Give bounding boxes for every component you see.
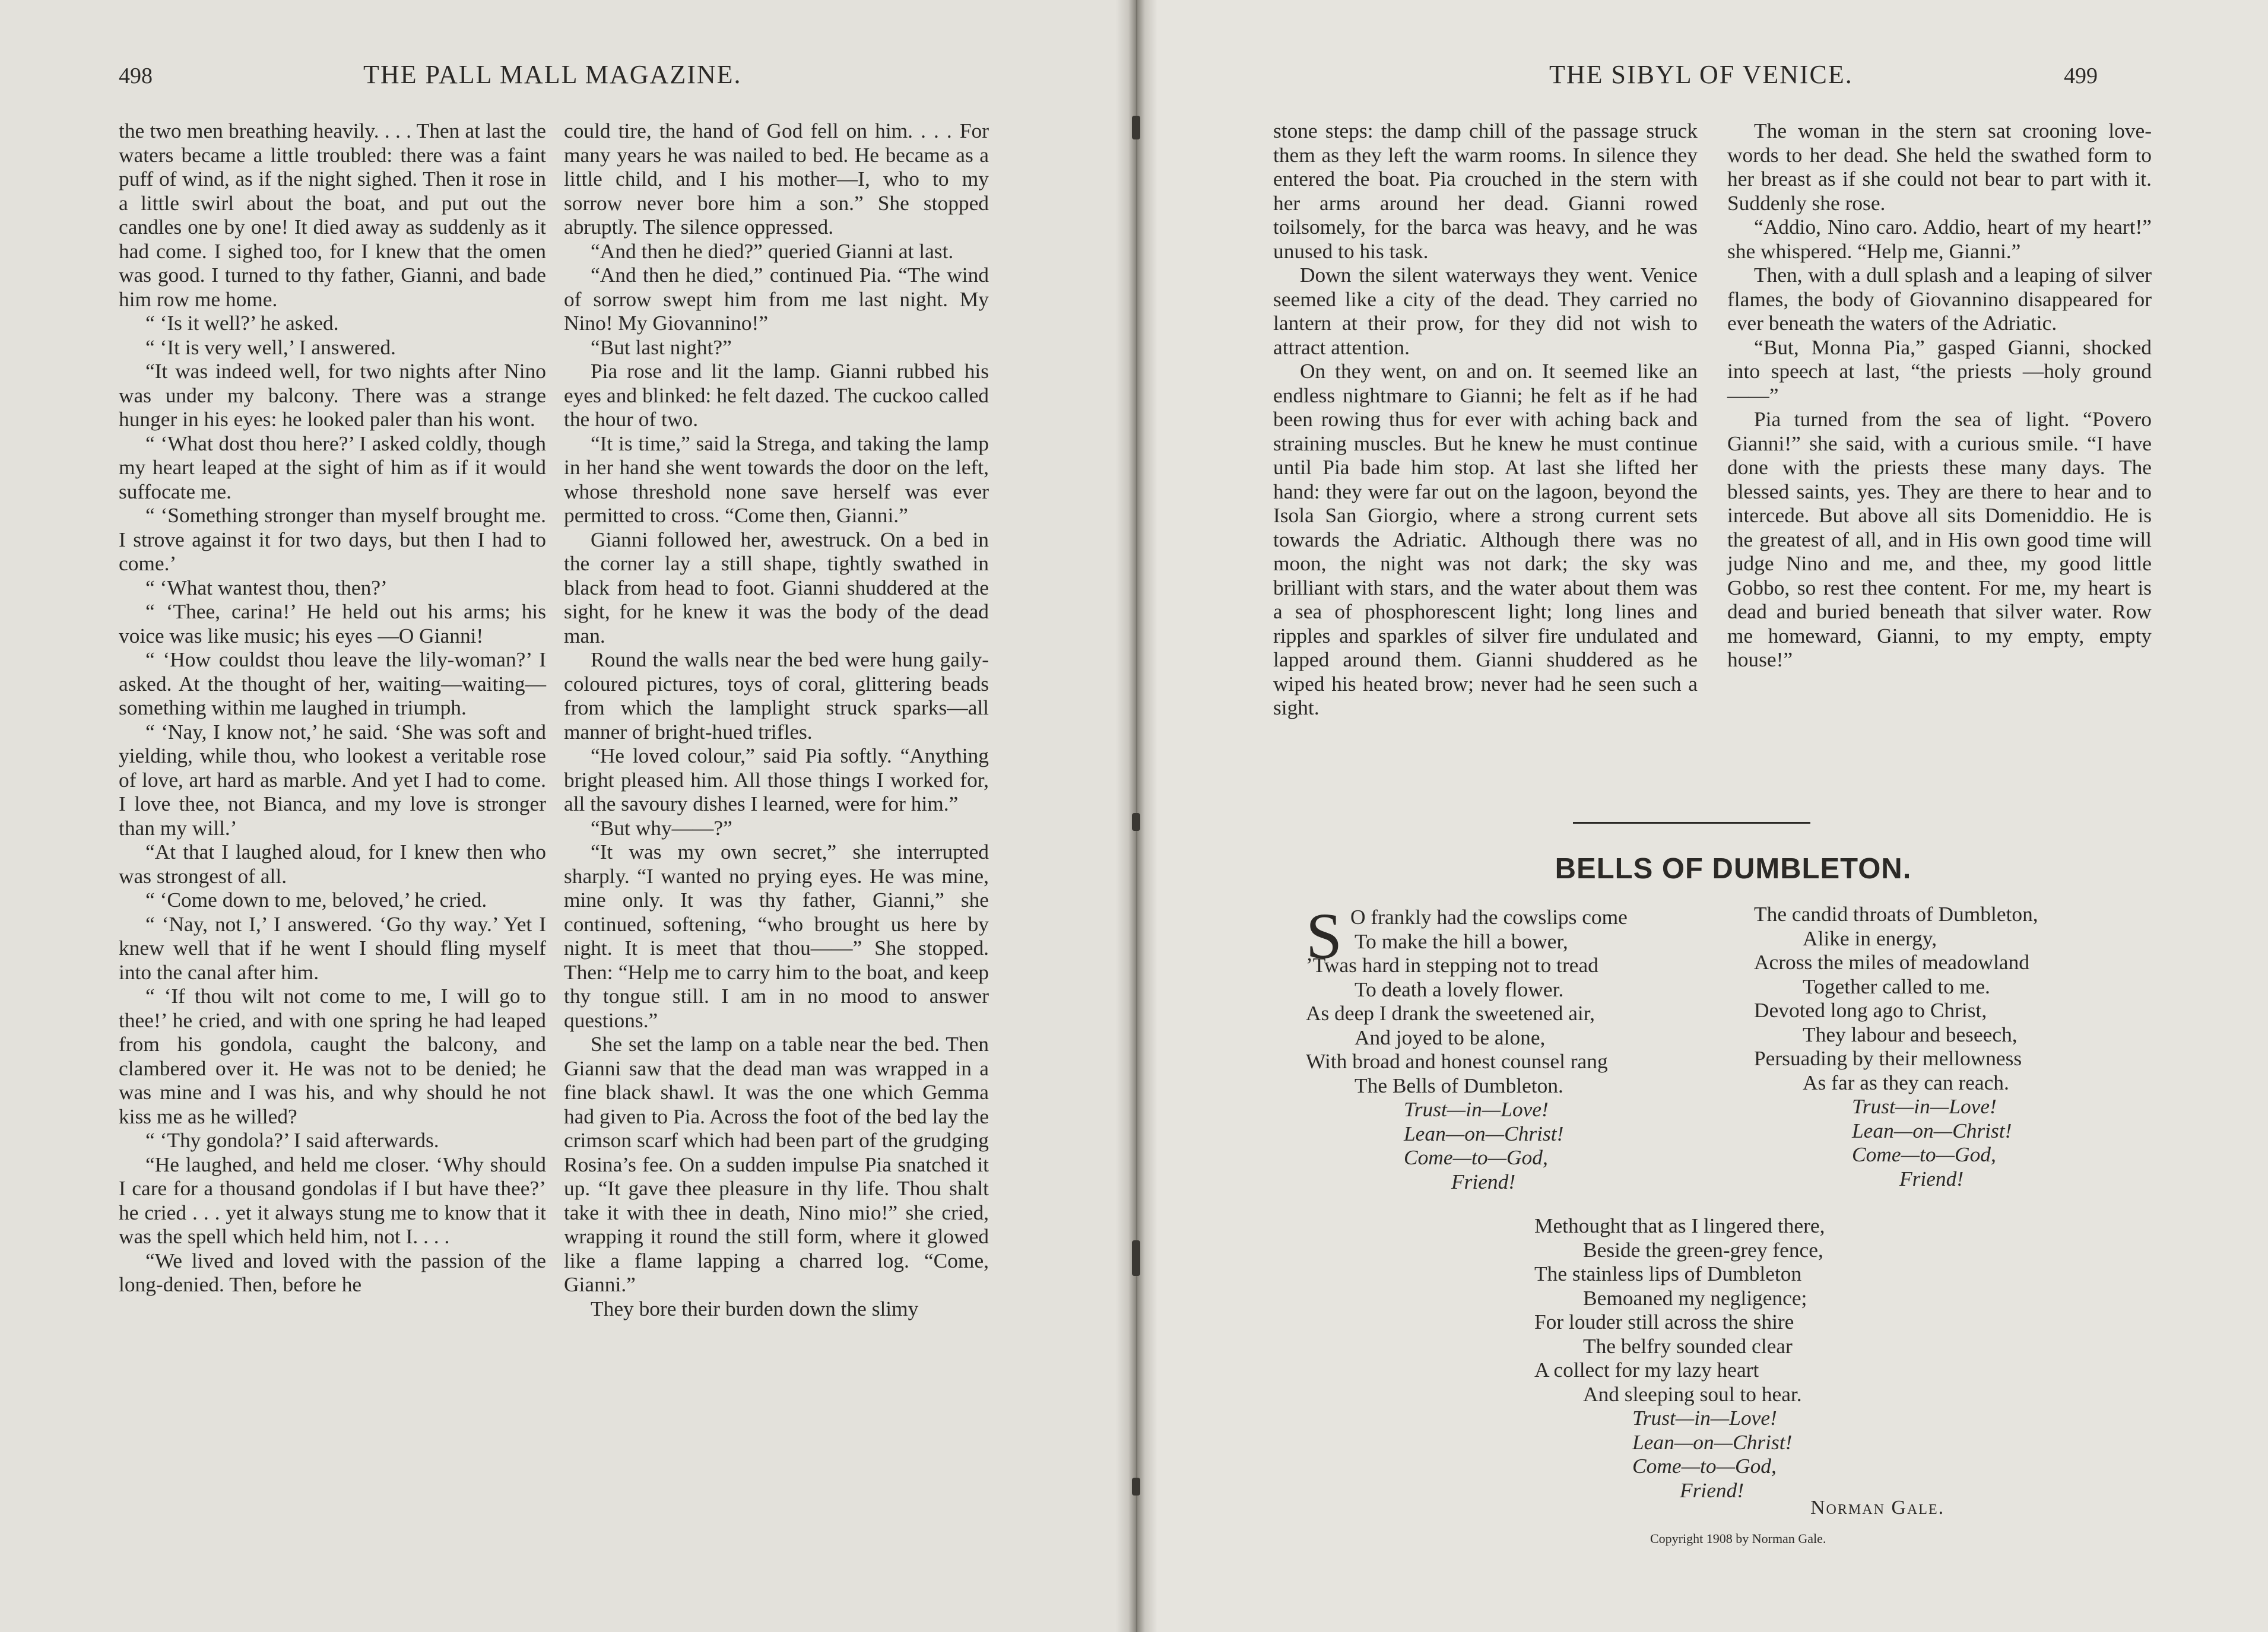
- poem-stanza-1: [1306, 900, 1628, 1193]
- page-number-left: 498: [119, 63, 153, 88]
- text-column-left-2: [564, 119, 989, 1320]
- poem-line: As deep I drank the sweetened air,: [1306, 1001, 1595, 1025]
- poem-stanza-2: [1754, 902, 2038, 1190]
- paragraph: stone steps: the damp chill of the passage struck them as they left the warm rooms. In silence they entered the boat. Pia crouched in the stern with her arms around her dead. Gianni rowed toilsomely, for the barca was heavy, and he was unused to his task.: [1273, 119, 1698, 263]
- poem-author: Norman Gale.: [1810, 1497, 1945, 1519]
- text-column-left-1: [119, 119, 546, 1297]
- poem-line: Across the miles of meadowland: [1754, 950, 2029, 974]
- paragraph: “ ‘What wantest thou, then?’: [145, 575, 388, 599]
- poem-line: Alike in energy,: [1803, 926, 1937, 950]
- paragraph: “ ‘How couldst thou leave the lily-woman?’ I asked. At the thought of her, waiting—waiting—something within me laughed in triumph.: [119, 647, 546, 719]
- poem-line: The stainless lips of Dumbleton: [1534, 1262, 1802, 1285]
- paragraph: “But why——?”: [591, 815, 732, 840]
- poem-line: Friend!: [1680, 1478, 1744, 1502]
- poem-line: Come—to—God,: [1852, 1142, 1996, 1166]
- poem-line: The belfry sounded clear: [1583, 1333, 1793, 1358]
- paragraph: “ ‘Nay, I know not,’ he said. ‘She was soft and yielding, while thou, who lookest a veritable rose of love, art hard as marble. And yet I had to come. I love thee, not Bianca, and my love is stronger than my will.’: [119, 719, 546, 840]
- text-column-right-2: [1727, 119, 2152, 672]
- poem-line: ’Twas hard in stepping not to tread: [1306, 953, 1598, 977]
- running-head-left: THE PALL MALL MAGAZINE.: [363, 60, 742, 89]
- paragraph: “ ‘What dost thou here?’ I asked coldly, though my heart leaped at the sight of him as if it would suffocate me.: [119, 431, 546, 503]
- paragraph: “At that I laughed aloud, for I knew then who was strongest of all.: [119, 840, 546, 888]
- poem-line: O frankly had the cowslips come: [1350, 905, 1628, 929]
- paragraph: Gianni followed her, awestruck. On a bed in the corner lay a still shape, tightly swathed in black from head to foot. Gianni shuddered at the sight, for he knew it was the body of the dead man.: [564, 527, 989, 647]
- poem-title: BELLS OF DUMBLETON.: [1555, 853, 1912, 885]
- paragraph: Down the silent waterways they went. Venice seemed like a city of the dead. They carried no lantern at their prow, for they did not wish to attract attention.: [1273, 263, 1698, 359]
- paragraph: She set the lamp on a table near the bed. Then Gianni saw that the dead man was wrapped in a fine black shawl. It was the one which Gemma had given to Pia. Across the foot of the bed lay the crimson scarf which had been part of the grudging Rosina’s fee. On a sudden impulse Pia snatched it up. “It gave thee pleasure in thy life. Thou shalt take it with thee in death, Nino mio!” she cried, wrapping it round the still form, where it glowed like a flame lapping a charred log. “Come, Gianni.”: [564, 1032, 989, 1296]
- poem-line: Lean—on—Christ!: [1632, 1430, 1793, 1454]
- poem-line: Devoted long ago to Christ,: [1754, 998, 1987, 1022]
- poem-line: Come—to—God,: [1632, 1454, 1777, 1478]
- poem-line: To make the hill a bower,: [1355, 929, 1568, 953]
- paragraph: “ ‘Something stronger than myself brought me. I strove against it for two days, but then I had to come.’: [119, 503, 546, 575]
- paragraph: “We lived and loved with the passion of the long-denied. Then, before he: [119, 1248, 546, 1296]
- paragraph: “ ‘Nay, not I,’ I answered. ‘Go thy way.’ Yet I knew well that if he went I should fling myself into the canal after him.: [119, 912, 546, 984]
- poem-line: Trust—in—Love!: [1852, 1094, 1997, 1118]
- poem-line: And sleeping soul to hear.: [1583, 1382, 1802, 1406]
- paragraph: “But, Monna Pia,” gasped Gianni, shocked into speech at last, “the priests —holy ground——”: [1727, 335, 2152, 407]
- paragraph: Round the walls near the bed were hung gaily-coloured pictures, toys of coral, glittering beads from which the lamplight struck sparks—all manner of bright-hued trifles.: [564, 647, 989, 744]
- binding-stitch: [1132, 1240, 1140, 1276]
- poem-line: Lean—on—Christ!: [1404, 1121, 1564, 1145]
- paragraph: “Addio, Nino caro. Addio, heart of my heart!” she whispered. “Help me, Gianni.”: [1727, 215, 2152, 263]
- paragraph: “And then he died?” queried Gianni at last.: [591, 239, 954, 263]
- paragraph: “ ‘Come down to me, beloved,’ he cried.: [145, 888, 487, 912]
- paragraph: “And then he died,” continued Pia. “The wind of sorrow swept him from me last night. My Nino! My Giovannino!”: [564, 263, 989, 335]
- poem-line: The candid throats of Dumbleton,: [1754, 902, 2038, 926]
- poem-line: Trust—in—Love!: [1404, 1097, 1549, 1121]
- paragraph: could tire, the hand of God fell on him. . . . For many years he was nailed to bed. He became as a little child, and I his mother—I, who to my sorrow never bore him a son.” She stopped abruptly. The silence oppressed.: [564, 119, 989, 239]
- page-number-right: 499: [2064, 63, 2098, 88]
- poem-line: Bemoaned my negligence;: [1583, 1285, 1807, 1310]
- poem-line: As far as they can reach.: [1803, 1070, 2009, 1094]
- poem-stanza-3: [1534, 1214, 1825, 1502]
- paragraph: “But last night?”: [591, 335, 732, 359]
- poem-line: To death a lovely flower.: [1355, 977, 1564, 1001]
- text-column-right-1: [1273, 119, 1698, 720]
- running-head-right: THE SIBYL OF VENICE.: [1549, 60, 1853, 89]
- poem-line: Friend!: [1899, 1166, 1964, 1190]
- paragraph: “ ‘Thee, carina!’ He held out his arms; his voice was like music; his eyes —O Gianni!: [119, 599, 546, 647]
- poem-line: With broad and honest counsel rang: [1306, 1049, 1608, 1073]
- paragraph: “He laughed, and held me closer. ‘Why should I care for a thousand gondolas if I but have thee?’ he cried . . . yet it always stung me to know that it was the spell which held him, not I. . . .: [119, 1152, 546, 1248]
- poem-line: A collect for my lazy heart: [1534, 1358, 1759, 1382]
- paragraph: “ ‘Is it well?’ he asked.: [145, 311, 339, 335]
- paragraph: Pia rose and lit the lamp. Gianni rubbed his eyes and blinked: he felt dazed. The cuckoo called the hour of two.: [564, 359, 989, 431]
- paragraph: Pia turned from the sea of light. “Povero Gianni!” she said, with a curious smile. “I have done with the priests these many days. The blessed saints, yes. They are there to hear and to intercede. But above all sits Domeniddio. He is the greatest of all, and in His own good time will judge Nino and me, and thee, my good little Gobbo, so rest thee content. For me, my heart is dead and buried beneath that silver water. Row me homeward, Gianni, to my empty, empty house!”: [1727, 407, 2152, 671]
- poem-line: Together called to me.: [1803, 974, 1990, 998]
- paragraph: “It was my own secret,” she interrupted sharply. “I wanted no prying eyes. He was mine, mine only. It was thy father, Gianni,” she continued, softening, “who brought us here by night. It is meet that thou——” She stopped. Then: “Help me to carry him to the boat, and keep thy tongue still. I am in no mood to answer questions.”: [564, 840, 989, 1032]
- paragraph: On they went, on and on. It seemed like an endless nightmare to Gianni; he felt as if he had been rowing thus for ever with aching back and straining muscles. But he knew he must continue until Pia bade him stop. At last she lifted her hand: they were far out on the lagoon, beyond the Isola San Giorgio, where a strong current sets towards the Adriatic. Although there was no moon, the night was not dark; the sky was brilliant with stars, and the water about them was a sea of phosphorescent light; long lines and ripples and sparkles of silver fire undulated and lapped around them. Gianni shuddered as he wiped his heated brow; never had he seen such a sight.: [1273, 359, 1698, 719]
- poem-line: Persuading by their mellowness: [1754, 1046, 2022, 1070]
- poem-line: Come—to—God,: [1404, 1145, 1548, 1169]
- poem-line: The Bells of Dumbleton.: [1355, 1073, 1563, 1097]
- binding-stitch: [1132, 813, 1140, 831]
- section-divider: [1573, 822, 1810, 824]
- paragraph: “It was indeed well, for two nights after Nino was under my balcony. There was a strange hunger in his eyes: he looked paler than his wont.: [119, 359, 546, 431]
- poem-line: Lean—on—Christ!: [1852, 1118, 2012, 1142]
- paragraph: the two men breathing heavily. . . . Then at last the waters became a little troubled: there was a faint puff of wind, as if the night sighed. Then it rose in a little swirl about the boat, and put out the candles one by one! It died away as suddenly as it had come. I sighed too, for I knew that the omen was good. I turned to thy father, Gianni, and bade him row me home.: [119, 119, 546, 311]
- paragraph: “He loved colour,” said Pia softly. “Anything bright pleased him. All those things I worked for, all the savoury dishes I learned, were for him.”: [564, 744, 989, 815]
- paragraph: The woman in the stern sat crooning love-words to her dead. She held the swathed form to her breast as if she could not bear to part with it. Suddenly she rose.: [1727, 119, 2152, 215]
- paragraph: “ ‘If thou wilt not come to me, I will go to thee!’ he cried, and with one spring he had leaped from his gondola, caught the balcony, and clambered over it. He was not to be denied; he was mine and I was his, and why should he not kiss me as he willed?: [119, 984, 546, 1128]
- poem-line: For louder still across the shire: [1534, 1310, 1794, 1333]
- paragraph: “It is time,” said la Strega, and taking the lamp in her hand she went towards the door on the left, whose threshold none save herself was ever permitted to cross. “Come then, Gianni.”: [564, 431, 989, 527]
- poem-line: And joyed to be alone,: [1355, 1025, 1546, 1049]
- paragraph: “ ‘Thy gondola?’ I said afterwards.: [145, 1128, 439, 1152]
- copyright-notice: Copyright 1908 by Norman Gale.: [1650, 1531, 1826, 1546]
- binding-stitch: [1132, 1478, 1140, 1496]
- paragraph: They bore their burden down the slimy: [591, 1296, 919, 1320]
- poem-line: Methought that as I lingered there,: [1534, 1214, 1825, 1237]
- drop-cap: S: [1306, 900, 1343, 972]
- binding-stitch: [1132, 116, 1140, 139]
- poem-line: Friend!: [1451, 1169, 1516, 1193]
- paragraph: “ ‘It is very well,’ I answered.: [145, 335, 396, 359]
- poem-line: They labour and beseech,: [1803, 1022, 2018, 1046]
- poem-line: Beside the green-grey fence,: [1583, 1237, 1823, 1262]
- paragraph: Then, with a dull splash and a leaping of silver flames, the body of Giovannino disappeared for ever beneath the waters of the Adriatic.: [1727, 263, 2152, 335]
- poem-line: Trust—in—Love!: [1632, 1406, 1777, 1430]
